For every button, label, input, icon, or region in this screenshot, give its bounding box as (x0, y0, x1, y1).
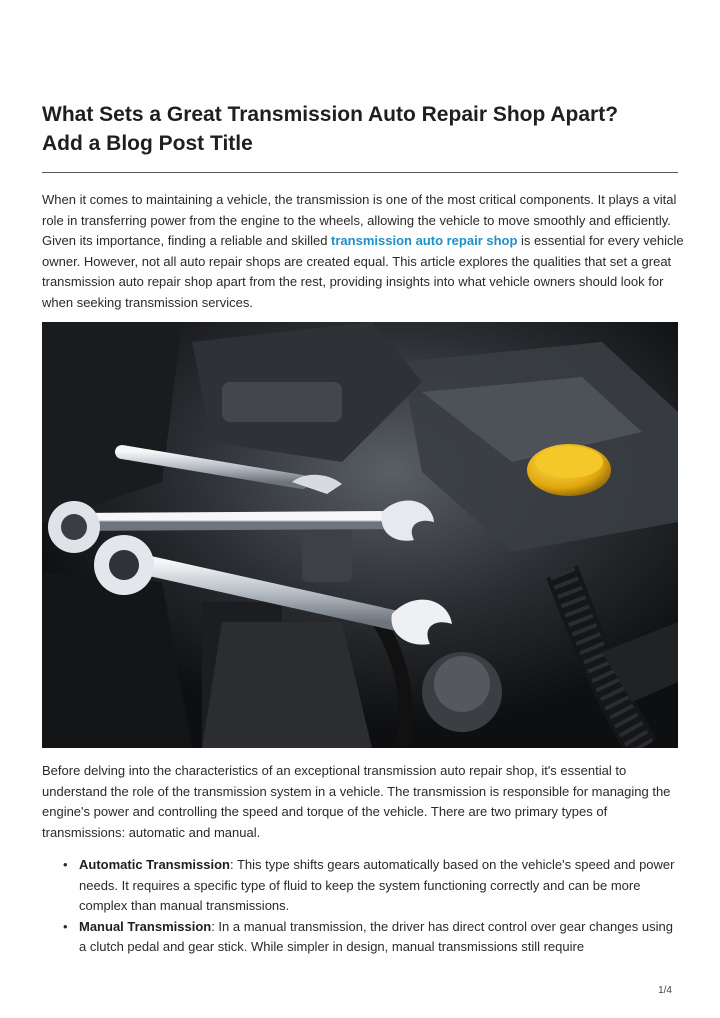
page-number: 1/4 (658, 985, 672, 996)
list-item-text: : In a manual transmission, the driver has direct control over gear changes using a clutch pedal and gear stick. While simpler in design, manual transmissions still require (79, 918, 673, 955)
intro-text-start: When it comes to maintaining a vehicle, the transmission is one of the most critical components. It plays a vital role in transferring power from the engine to the wheels, allowing the vehicle to move smoothly and efficiently. Given its importance, finding a reliable and skilled (42, 192, 677, 249)
bullet-icon: • (63, 918, 68, 934)
title-line-1: What Sets a Great Transmission Auto Repair Shop Apart? (42, 103, 619, 126)
transmission-types-list (42, 855, 682, 958)
list-item-text: : This type shifts gears automatically based on the vehicle's speed and power needs. It requires a specific type of fluid to keep the system functioning correctly and can be more complex than manual transmissions. (79, 857, 675, 914)
list-item (42, 917, 682, 958)
title-line-2: Add a Blog Post Title (42, 132, 253, 155)
transmission-types-paragraph: Before delving into the characteristics of an exceptional transmission auto repair shop, it's essential to understand the role of the transmission system in a vehicle. The transmission is responsible for managing the engine's power and controlling the speed and torque of the vehicle. There are two primary types of transmissions: automatic and manual. (42, 763, 671, 840)
intro-text-end: is essential for every vehicle owner. However, not all auto repair shops are created equal. This article explores the qualities that set a great transmission auto repair shop apart from the rest, providing insights into what vehicle owners should look for when seeking transmission services. (42, 233, 684, 310)
list-item (42, 855, 682, 917)
intro-paragraph (42, 190, 684, 314)
article-title (42, 100, 682, 158)
title-divider (42, 172, 678, 173)
repair-shop-link[interactable]: transmission auto repair shop (331, 233, 518, 249)
list-item-term: Manual Transmission (79, 918, 212, 934)
engine-wrenches-photo (42, 322, 678, 748)
bullet-icon: • (63, 857, 68, 872)
list-item-term: Automatic Transmission (79, 857, 230, 872)
